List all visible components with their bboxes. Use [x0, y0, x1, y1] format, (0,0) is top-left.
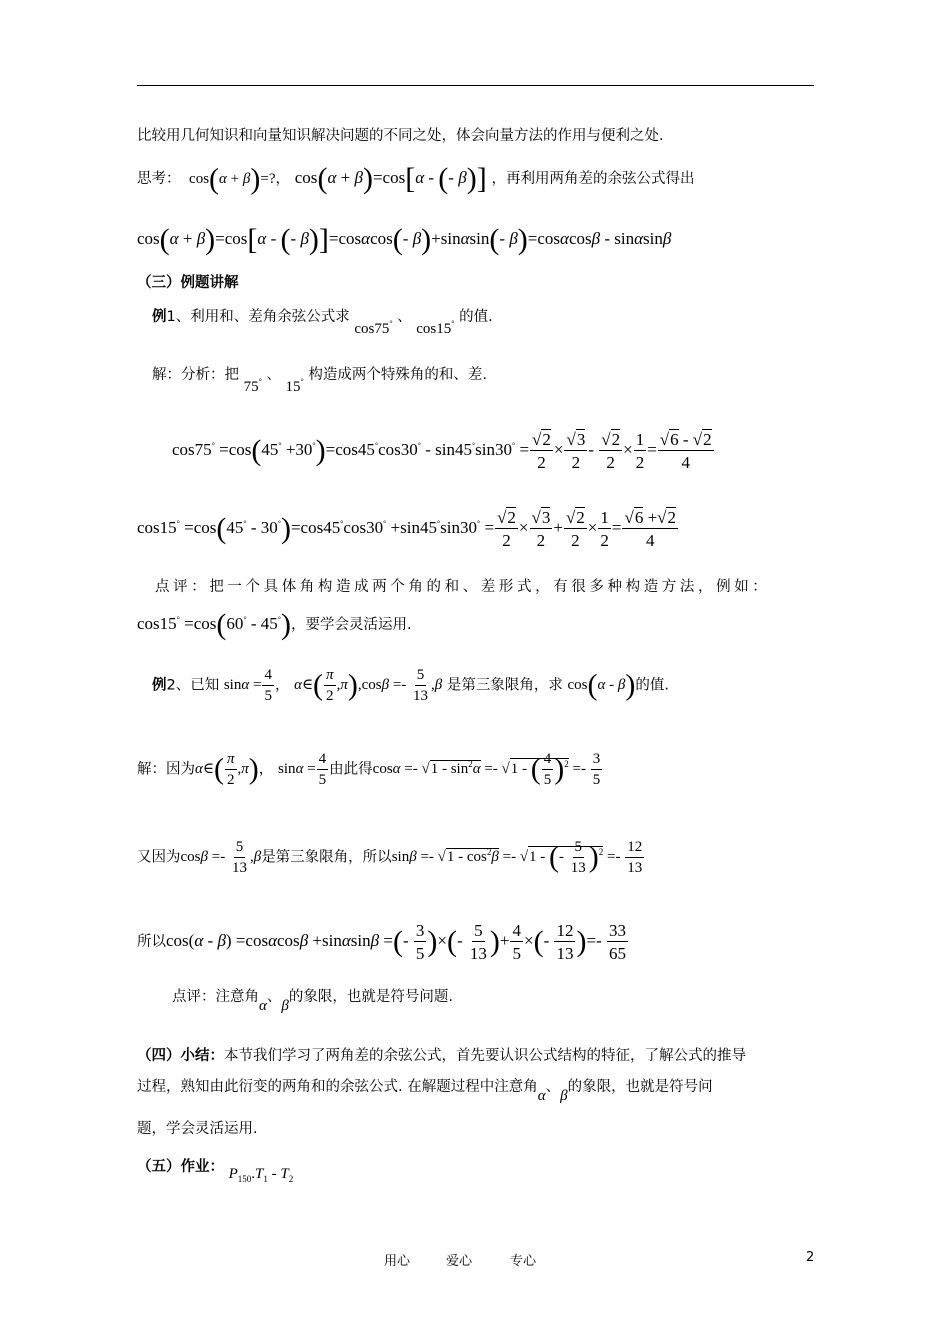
example-1-end: 的值.: [459, 309, 493, 325]
header-rule: [137, 85, 814, 86]
section-4-text-1: 本节我们学习了两角差的余弦公式，首先要认识公式结构的特征，了解公式的推导: [224, 1048, 746, 1064]
think-formula: cos(α + β)=?: [185, 162, 276, 196]
solution-2-also: 又因为: [137, 849, 181, 866]
example-2-mid: 是第三象限角，求: [446, 677, 563, 694]
section-4-text-2-end: 的象限，也就是符号问: [567, 1079, 713, 1095]
section-4-text-2: 过程，熟知由此衍变的两角和的余弦公式. 在解题过程中注意角: [137, 1079, 538, 1095]
think-formula-2: cos(α + β)=cos[α - (- β)]: [294, 162, 487, 195]
cos15-expansion: cos15° =cos(45° - 30°)=cos45°cos30° +sin45°sin30° = $\frac{√2}{2}$ × $\frac{√3}{2}$ + $\frac{√2}{2}$ × $\frac{1}{2}$ = $\frac{√6 +√2}{4}$: [137, 508, 676, 550]
example-2-number: 2: [166, 677, 176, 694]
example-2-given: sinα = $\frac{4}{5}$: [223, 667, 272, 704]
example-2-target: cos(α - β): [567, 669, 636, 702]
section-4-line-2: [137, 1079, 713, 1104]
example-2-comma: ，: [274, 677, 290, 694]
solution-2-line-2: [137, 840, 645, 876]
cos15-term: cos15°: [416, 319, 455, 337]
example-2-text: 、已知: [175, 677, 220, 694]
think-label: 思考：: [137, 170, 181, 187]
intro-line: 比较用几何知识和向量知识解决问题的不同之处，体会向量方法的作用与便利之处.: [137, 128, 664, 144]
solution-2-so: 所以: [137, 933, 166, 950]
example-1-sep: 、: [397, 309, 412, 325]
alpha-symbol-2: α: [537, 1088, 546, 1104]
final-formula: cos(α - β) =cosαcosβ +sinαsinβ =(- $\frac{3}{5}$ )×(- $\frac{5}{13}$ )+ $\frac{4}{5}$ ×(- $\frac{12}{13}$ )=- $\frac{33}{65}$: [166, 921, 626, 963]
sum-formula: cos(α + β)=cos[α - (- β)]=cosαcos(- β)+sinαsin(- β)=cosαcosβ - sinαsinβ: [137, 223, 672, 256]
section-3-title: （三）例题讲解: [137, 275, 239, 291]
comment-2-text: 点评：注意角: [172, 989, 259, 1005]
solution-2-comma: ，: [258, 761, 274, 778]
solution-2-thus: 由此得: [329, 761, 373, 778]
section-4-label: （四）小结：: [137, 1048, 224, 1064]
beta-symbol-2: β: [560, 1088, 568, 1104]
cos-alpha-derivation: $\cos\alpha =- √1 - \sin^2\alpha =- √1$ - ( $\frac{4}{5}$ )$^2$ =- $\frac{3}{5}$: [372, 751, 601, 788]
think-end: ，再利用两角差的余弦公式得出: [491, 170, 695, 187]
section-5: [137, 1159, 294, 1184]
example-2-interval: α∈( $\frac{\pi}{2}$ ,π),cosβ =- $\frac{5}{13}$ ,β: [294, 667, 443, 704]
solution-1-text: 解：分析：把: [152, 367, 239, 383]
example-2-label: 例: [152, 677, 167, 694]
section-4-line-1: [137, 1049, 746, 1064]
example-2: [152, 668, 669, 704]
beta-symbol: β: [281, 998, 289, 1014]
comment-1-example: [137, 610, 412, 640]
solution-2-line-3: [137, 922, 629, 962]
comment-2-end: 的象限，也就是符号问题.: [288, 989, 453, 1005]
think-line: [137, 164, 694, 194]
example-1-label: 例: [152, 309, 167, 325]
footer-text-3: 专心: [510, 1254, 537, 1269]
solution-2-quadrant: 是第三象限角，所以: [261, 849, 392, 866]
solution-1-sep: 、: [266, 367, 281, 383]
sin-beta-derivation: $\sin\beta =- √1 - \cos^2\beta =- √1$ - (- $\frac{5}{13}$ )$^2$ =- $\frac{12}{13}$: [391, 839, 643, 876]
think-sep: ，: [275, 170, 290, 187]
homework-ref: $P_{150}.T_1 - T_2$: [228, 1166, 294, 1184]
example-2-end: 的值.: [635, 677, 669, 694]
example-1: [152, 308, 493, 337]
solution-2-because: 解：因为: [137, 761, 195, 778]
section-4-sep: 、: [545, 1079, 561, 1095]
footer-text-2: 爱心: [446, 1254, 473, 1269]
angle-75: 75°: [243, 377, 262, 395]
cos75-expansion: cos75° =cos(45° +30°)=cos45°cos30° - sin45°sin30° = $\frac{√2}{2}$ × $\frac{√3}{2}$ - $\frac{√2}{2}$ × $\frac{1}{2}$ = $\frac{√6 - √2}{4}$: [172, 430, 712, 472]
solution-1-end: 构造成两个特殊角的和、差.: [308, 367, 487, 383]
sin-alpha-value: sinα = $\frac{4}{5}$: [278, 751, 327, 788]
cos15-alt: cos15° =cos(60° - 45°): [137, 608, 291, 641]
section-4-line-3: 题，学会灵活运用.: [137, 1121, 258, 1137]
section-5-label: （五）作业：: [137, 1159, 224, 1175]
angle-15: 15°: [285, 377, 304, 395]
comment-1-end: ，要学会灵活运用.: [290, 616, 412, 633]
example-1-number: 1: [166, 309, 176, 325]
comment-2-sep: 、: [266, 989, 282, 1005]
cos75-term: cos75°: [354, 319, 393, 337]
alpha-interval: α∈( $\frac{\pi}{2}$ ,π): [195, 751, 259, 788]
page-number: 2: [806, 1250, 815, 1265]
footer-text-1: 用心: [384, 1254, 411, 1269]
alpha-symbol: α: [259, 998, 267, 1014]
comment-2: [172, 989, 453, 1014]
comment-1: 点评：把一个具体角构造成两个角的和、差形式，有很多种构造方法，例如：: [155, 579, 771, 595]
solution-2-line-1: [137, 752, 603, 788]
example-1-text: 、利用和、差角余弦公式求: [175, 309, 350, 325]
cos-beta-given: cosβ =- $\frac{5}{13}$ ,β: [180, 839, 262, 876]
solution-1-intro: [152, 366, 487, 395]
